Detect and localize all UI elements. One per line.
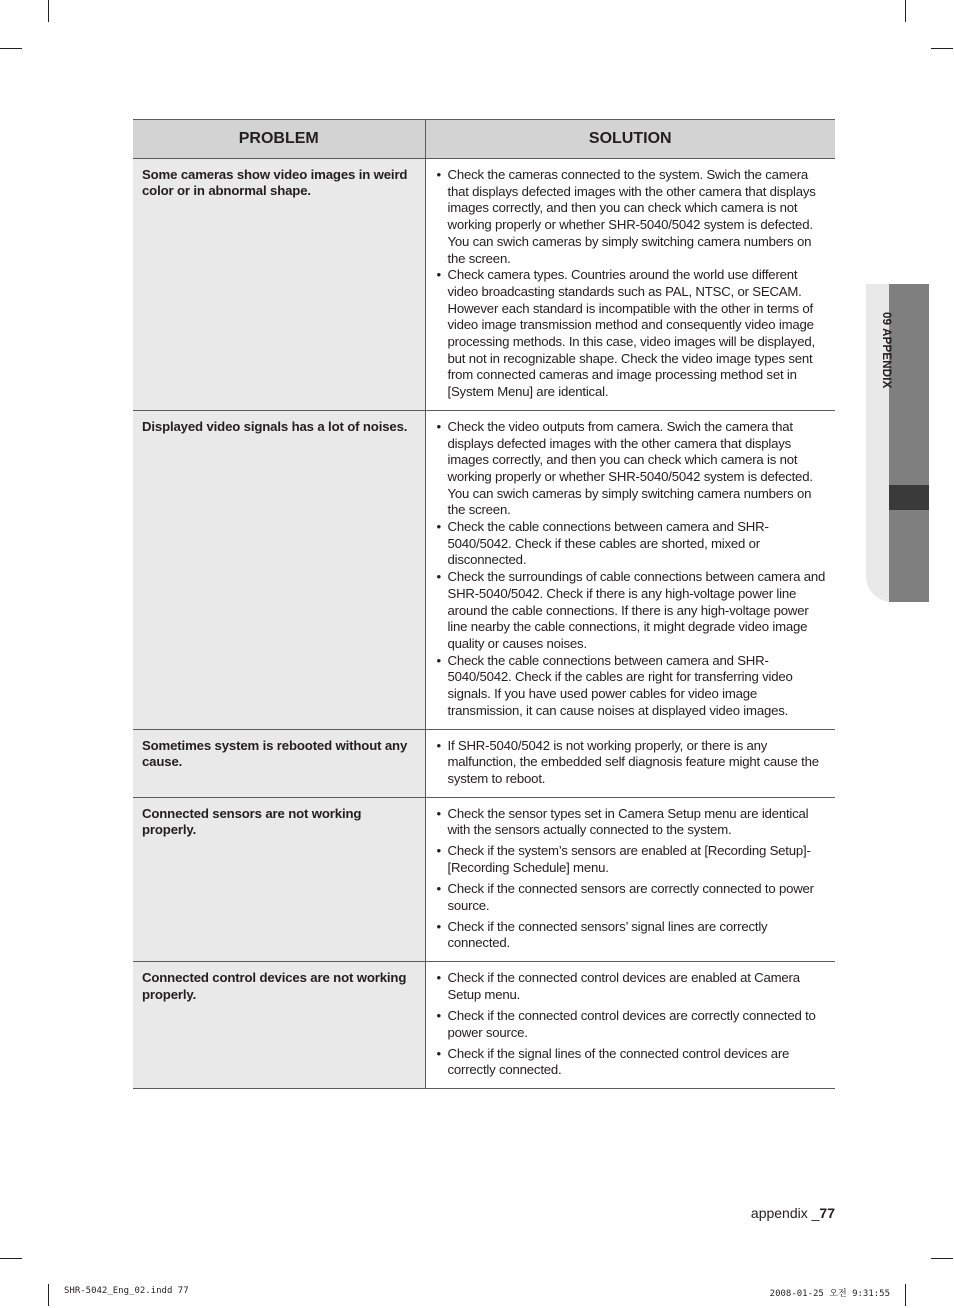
crop-mark <box>48 0 49 22</box>
solution-item: • Check if the connected sensors’ signal lines are correctly connected. <box>435 919 829 952</box>
chapter-tab-label: 09 APPENDIX <box>880 312 892 389</box>
solution-list <box>435 970 829 1079</box>
solution-list <box>435 738 829 788</box>
solution-item: • Check the cable connections between camera and SHR-5040/5042. Check if these cables are shorted, mixed or disconnected. <box>435 519 829 569</box>
chapter-tab-stripe <box>889 284 929 602</box>
table-row <box>133 410 835 729</box>
crop-mark <box>905 0 906 22</box>
solution-item: • Check if the signal lines of the connected control devices are correctly connected. <box>435 1046 829 1079</box>
solution-item: • Check the cable connections between camera and SHR-5040/5042. Check if the cables are right for transferring video signals. If you have used power cables for video image transmission, it can cause noises at displayed video images. <box>435 653 829 720</box>
solution-item: • If SHR-5040/5042 is not working properly, or there is any malfunction, the embedded self diagnosis feature might cause the system to reboot. <box>435 738 829 788</box>
solution-column-header: SOLUTION <box>425 120 835 159</box>
solution-item: • Check the cameras connected to the system. Swich the camera that displays defected images with the other camera that displays images correctly, and then you can check which camera is not working properly or whether SHR-5040/5042 system is defected. You can swich cameras by simply switching camera numbers on the screen. <box>435 167 829 267</box>
solution-item: • Check the sensor types set in Camera Setup menu are identical with the sensors actually connected to the system. <box>435 806 829 839</box>
footer-timestamp: 2008-01-25 오전 9:31:55 <box>769 1289 890 1299</box>
problem-column-header: PROBLEM <box>133 120 425 159</box>
solution-item: • Check if the connected control devices are enabled at Camera Setup menu. <box>435 970 829 1003</box>
troubleshooting-table <box>133 119 835 1089</box>
solution-item: • Check if the connected control devices are correctly connected to power source. <box>435 1008 829 1041</box>
problem-cell: Some cameras show video images in weird color or in abnormal shape. <box>133 159 425 411</box>
table-row <box>133 962 835 1089</box>
crop-mark <box>905 1284 906 1306</box>
solution-list <box>435 167 829 401</box>
crop-mark <box>0 1258 22 1259</box>
solution-cell <box>425 962 835 1089</box>
solution-cell <box>425 159 835 411</box>
crop-mark <box>931 1258 953 1259</box>
solution-item: • Check if the system’s sensors are enabled at [Recording Setup]-[Recording Schedule] menu. <box>435 843 829 876</box>
problem-cell: Displayed video signals has a lot of noises. <box>133 410 425 729</box>
problem-cell: Connected control devices are not working properly. <box>133 962 425 1089</box>
problem-cell: Connected sensors are not working properly. <box>133 797 425 962</box>
solution-item: • Check if the connected sensors are correctly connected to power source. <box>435 881 829 914</box>
solution-list <box>435 806 829 953</box>
footer-file-info: SHR-5042_Eng_02.indd 77 <box>64 1286 189 1296</box>
page-number-prefix: appendix _ <box>750 1205 820 1221</box>
chapter-tab-marker <box>889 485 929 510</box>
solution-cell <box>425 729 835 797</box>
crop-mark <box>0 48 22 49</box>
table-header-row <box>133 120 835 159</box>
table-row <box>133 729 835 797</box>
solution-list <box>435 419 829 720</box>
crop-mark <box>48 1284 49 1306</box>
table-row <box>133 797 835 962</box>
solution-item: • Check the video outputs from camera. Swich the camera that displays defected images with the other camera that displays images correctly, and then you can check which camera is not working properly or whether SHR-5040/5042 system is defected. You can swich cameras by simply switching camera numbers on the screen. <box>435 419 829 519</box>
solution-item: • Check camera types. Countries around the world use different video broadcasting standards such as PAL, NTSC, or SECAM. However each standard is incompatible with the other in terms of video image transmission method and consequently video image processing methods. In this case, video images will be displayed, but not in recognizable shape. Check the video image types sent from connected cameras and image processing method set in [System Menu] are identical. <box>435 267 829 401</box>
table-row <box>133 159 835 411</box>
page-number <box>751 1205 835 1221</box>
crop-mark <box>931 48 953 49</box>
solution-cell <box>425 410 835 729</box>
solution-item: • Check the surroundings of cable connections between camera and SHR-5040/5042. Check if there is any high-voltage power line around the cable connections. If there is any high-voltage power line nearby the cable connections, it might degrade video image quality or causes noises. <box>435 569 829 653</box>
page-number-value: 77 <box>819 1205 835 1221</box>
problem-cell: Sometimes system is rebooted without any cause. <box>133 729 425 797</box>
solution-cell <box>425 797 835 962</box>
